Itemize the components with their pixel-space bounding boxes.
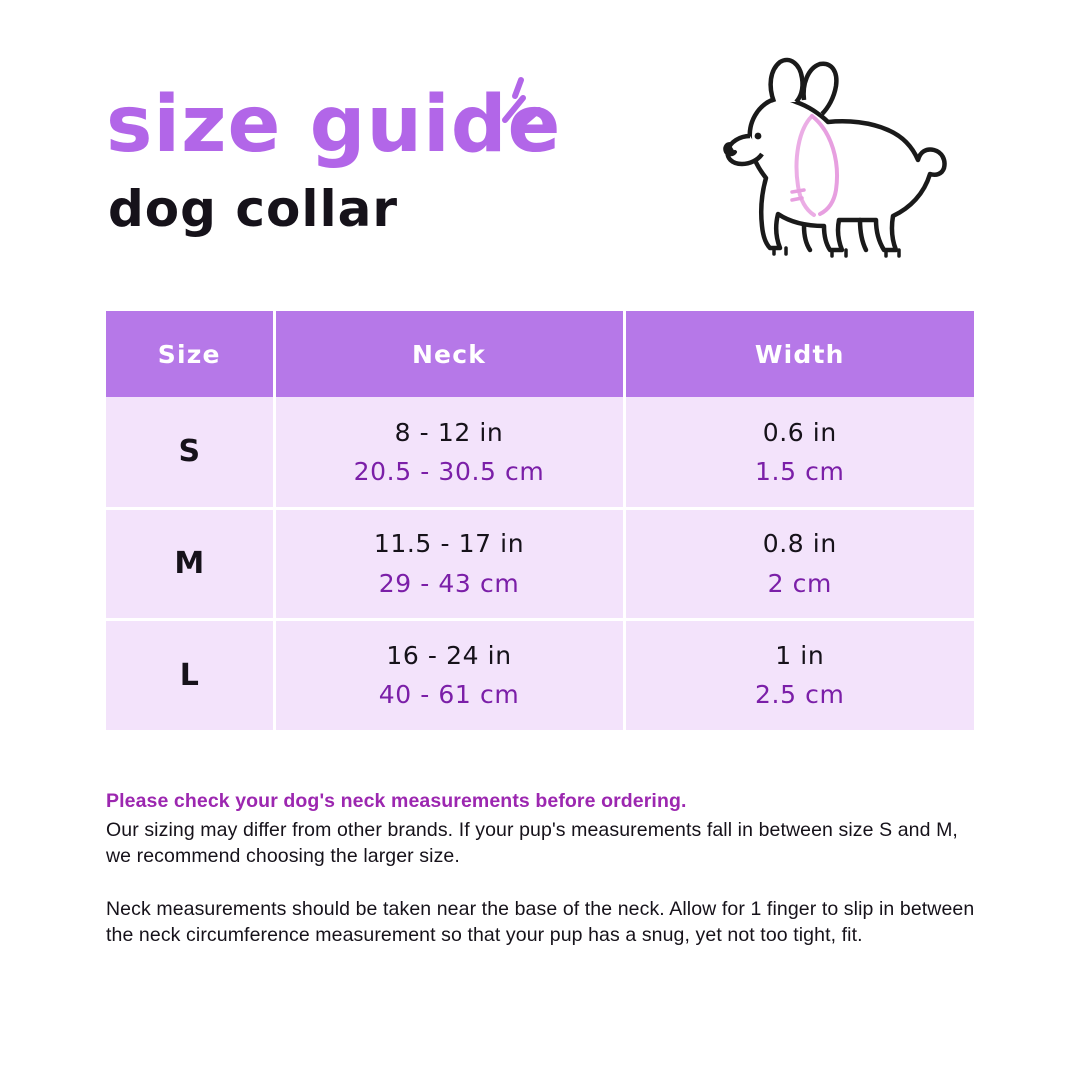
cell-neck [274,508,624,619]
notes-section [106,788,978,949]
cell-width [624,619,974,730]
size-label: L [179,657,199,693]
width-inches: 0.8 in [762,529,837,559]
table-head [106,311,974,397]
neck-inches: 11.5 - 17 in [373,529,525,559]
page-subtitle: dog collar [108,180,399,239]
size-table [106,311,974,730]
table-body [106,397,974,730]
width-inches: 0.6 in [762,417,837,447]
note-paragraph-2: Neck measurements should be taken near the base of the neck. Allow for 1 finger to slip in between the neck circumference measurement so that your pup has a snug, yet not too tight, fit. [106,897,975,947]
neck-centimeters: 29 - 43 cm [378,568,520,598]
width-centimeters: 1.5 cm [755,456,845,486]
size-label: S [178,434,201,470]
table-row [106,508,974,619]
neck-inches: 8 - 12 in [394,417,504,447]
page-title: size guide [106,80,562,170]
dog-with-collar-illustration [700,40,980,280]
cell-width [624,397,974,508]
column-header-neck: Neck [274,311,624,397]
width-centimeters: 2.5 cm [755,680,845,710]
note-highlight: Please check your dog's neck measurements before ordering. [106,790,687,812]
table-row [106,397,974,508]
note-paragraph-1: Our sizing may differ from other brands. If your pup's measurements fall in between size S and M, we recommend choosing the larger size. [106,818,958,868]
column-header-width: Width [624,311,974,397]
table-row [106,619,974,730]
table-header-row [106,311,974,397]
cell-size [106,619,274,730]
cell-neck [274,397,624,508]
cell-size [106,397,274,508]
notes-spacer [106,870,978,896]
sparkle-icon [495,76,565,146]
cell-width [624,508,974,619]
width-inches: 1 in [775,641,825,670]
column-header-size: Size [106,311,274,397]
neck-inches: 16 - 24 in [386,641,512,670]
neck-centimeters: 40 - 61 cm [378,680,520,710]
neck-centimeters: 20.5 - 30.5 cm [353,456,545,486]
size-label: M [174,546,205,581]
width-centimeters: 2 cm [767,568,832,598]
header [106,80,666,239]
cell-neck [274,619,624,730]
cell-size [106,508,274,619]
